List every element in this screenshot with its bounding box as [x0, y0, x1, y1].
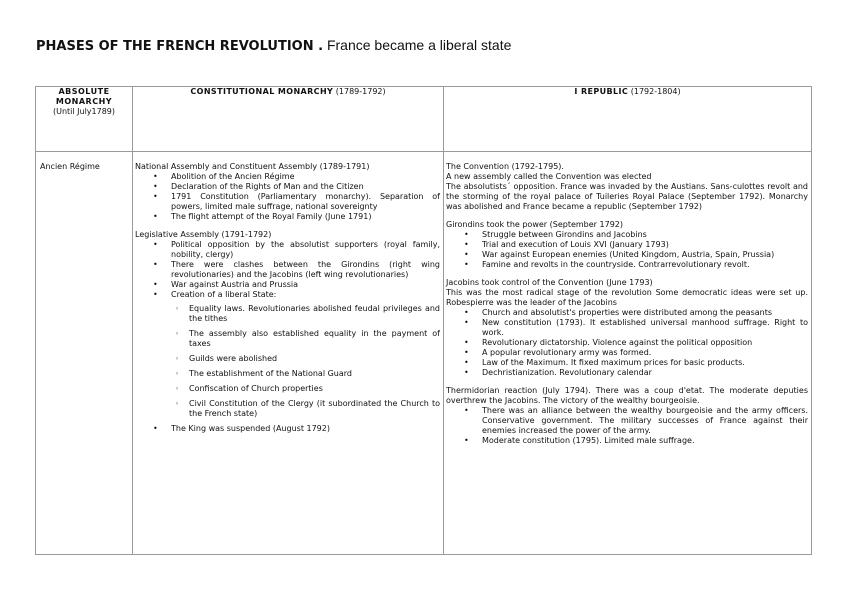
header-constitutional-monarchy — [133, 87, 444, 152]
sub-list-item: ◦ The establishment of the National Guard — [171, 369, 440, 379]
list-item: • Abolition of the Ancien Régime — [135, 172, 440, 182]
list-item: • Trial and execution of Louis XVI (January 1793) — [446, 240, 808, 250]
section-jacobins — [446, 278, 808, 378]
section-convention — [446, 162, 808, 212]
list-item: • There was an alliance between the wealthy bourgeoisie and the army officers. Conservative government. The military successes of France against their enemies increased the power of the army. — [446, 406, 808, 436]
list-item-text: Creation of a liberal State: — [171, 290, 277, 299]
header-col1-line3: (Until July1789) — [52, 107, 116, 116]
list-item: • New constitution (1793). It established universal manhood suffrage. Right to work. — [446, 318, 808, 338]
cell-constitutional-monarchy — [133, 152, 444, 555]
section-thermidorian — [446, 386, 808, 446]
paragraph: The absolutists´ opposition. France was invaded by the Austians. Sans-culottes revolt and the storming of the royal palace of Tuileries Royal Palace (September 1792). Monarchy was abolished and France became a republic (September 1792) — [446, 182, 808, 211]
sub-bullet-list — [171, 304, 440, 419]
section-title: Jacobins took control of the Convention (June 1793) — [446, 278, 653, 287]
list-item: • Declaration of the Rights of Man and the Citizen — [135, 182, 440, 192]
list-item: • Revolutionary dictatorship. Violence against the political opposition — [446, 338, 808, 348]
bullet-list — [135, 240, 440, 434]
list-item: • Dechristianization. Revolutionary calendar — [446, 368, 808, 378]
sub-list-item: ◦ Civil Constitution of the Clergy (it subordinated the Church to the French state) — [171, 399, 440, 419]
list-item: • War against European enemies (United Kingdom, Austria, Spain, Prussia) — [446, 250, 808, 260]
bullet-list — [135, 172, 440, 222]
list-item: • Struggle between Girondins and Jacobins — [446, 230, 808, 240]
list-item-liberal-state — [135, 290, 440, 419]
ancien-regime-text: Ancien Régime — [40, 162, 100, 171]
header-col2-dates: (1789-1792) — [333, 87, 386, 96]
title-bold: PHASES OF THE FRENCH REVOLUTION . — [36, 39, 324, 54]
sub-list-item: ◦ Equality laws. Revolutionaries abolished feudal privileges and the tithes — [171, 304, 440, 324]
bullet-list — [446, 308, 808, 378]
sub-list-item: ◦ Confiscation of Church properties — [171, 384, 440, 394]
section-national-assembly — [135, 162, 440, 222]
list-item: • Political opposition by the absolutist supporters (royal family, nobility, clergy) — [135, 240, 440, 260]
section-title: Thermidorian reaction (July 1794). There was a coup d'etat. The moderate deputies overthrew the Jacobins. The victory of the wealthy bourgeoisie. — [446, 386, 808, 405]
list-item: • Church and absolutist's properties were distributed among the peasants — [446, 308, 808, 318]
header-col3-bold: I REPUBLIC — [574, 87, 629, 96]
bullet-list — [446, 230, 808, 270]
header-col1-line1: ABSOLUTE — [58, 87, 110, 96]
list-item: • Moderate constitution (1795). Limited male suffrage. — [446, 436, 808, 446]
list-item: • Law of the Maximum. It fixed maximum prices for basic products. — [446, 358, 808, 368]
phases-table — [35, 86, 812, 555]
section-title: The Convention (1792-1795). — [446, 162, 564, 171]
bullet-list — [446, 406, 808, 446]
cell-absolute-monarchy — [36, 152, 133, 555]
section-legislative-assembly — [135, 230, 440, 434]
section-girondins — [446, 220, 808, 270]
sub-list-item: ◦ The assembly also established equality in the payment of taxes — [171, 329, 440, 349]
list-item: • A popular revolutionary army was formed. — [446, 348, 808, 358]
header-absolute-monarchy — [36, 87, 133, 152]
section-title: Legislative Assembly (1791-1792) — [135, 230, 272, 239]
table-body-row — [36, 152, 812, 555]
list-item: • There were clashes between the Girondins (right wing revolutionaries) and the Jacobins (left wing revolutionaries) — [135, 260, 440, 280]
header-col2-bold: CONSTITUTIONAL MONARCHY — [190, 87, 334, 96]
header-col1-line2: MONARCHY — [55, 97, 113, 106]
header-col3-dates: (1792-1804) — [628, 87, 681, 96]
cell-first-republic — [444, 152, 812, 555]
list-item: • The flight attempt of the Royal Family (June 1791) — [135, 212, 440, 222]
page-title — [36, 37, 511, 54]
list-item: • Famine and revolts in the countryside. Contrarrevolutionary revolt. — [446, 260, 808, 270]
table-header-row — [36, 87, 812, 152]
title-subtitle: France became a liberal state — [323, 37, 512, 53]
list-item: • 1791 Constitution (Parliamentary monarchy). Separation of powers, limited male suffrage, national sovereignty — [135, 192, 440, 212]
sub-list-item: ◦ Guilds were abolished — [171, 354, 440, 364]
list-item: • The King was suspended (August 1792) — [135, 424, 440, 434]
section-title: National Assembly and Constituent Assembly (1789-1791) — [135, 162, 370, 171]
section-title: Girondins took the power (September 1792) — [446, 220, 623, 229]
header-first-republic — [444, 87, 812, 152]
list-item: • War against Austria and Prussia — [135, 280, 440, 290]
paragraph: This was the most radical stage of the revolution Some democratic ideas were set up. Robespierre was the leader of the Jacobins — [446, 288, 808, 307]
paragraph: A new assembly called the Convention was elected — [446, 172, 652, 181]
